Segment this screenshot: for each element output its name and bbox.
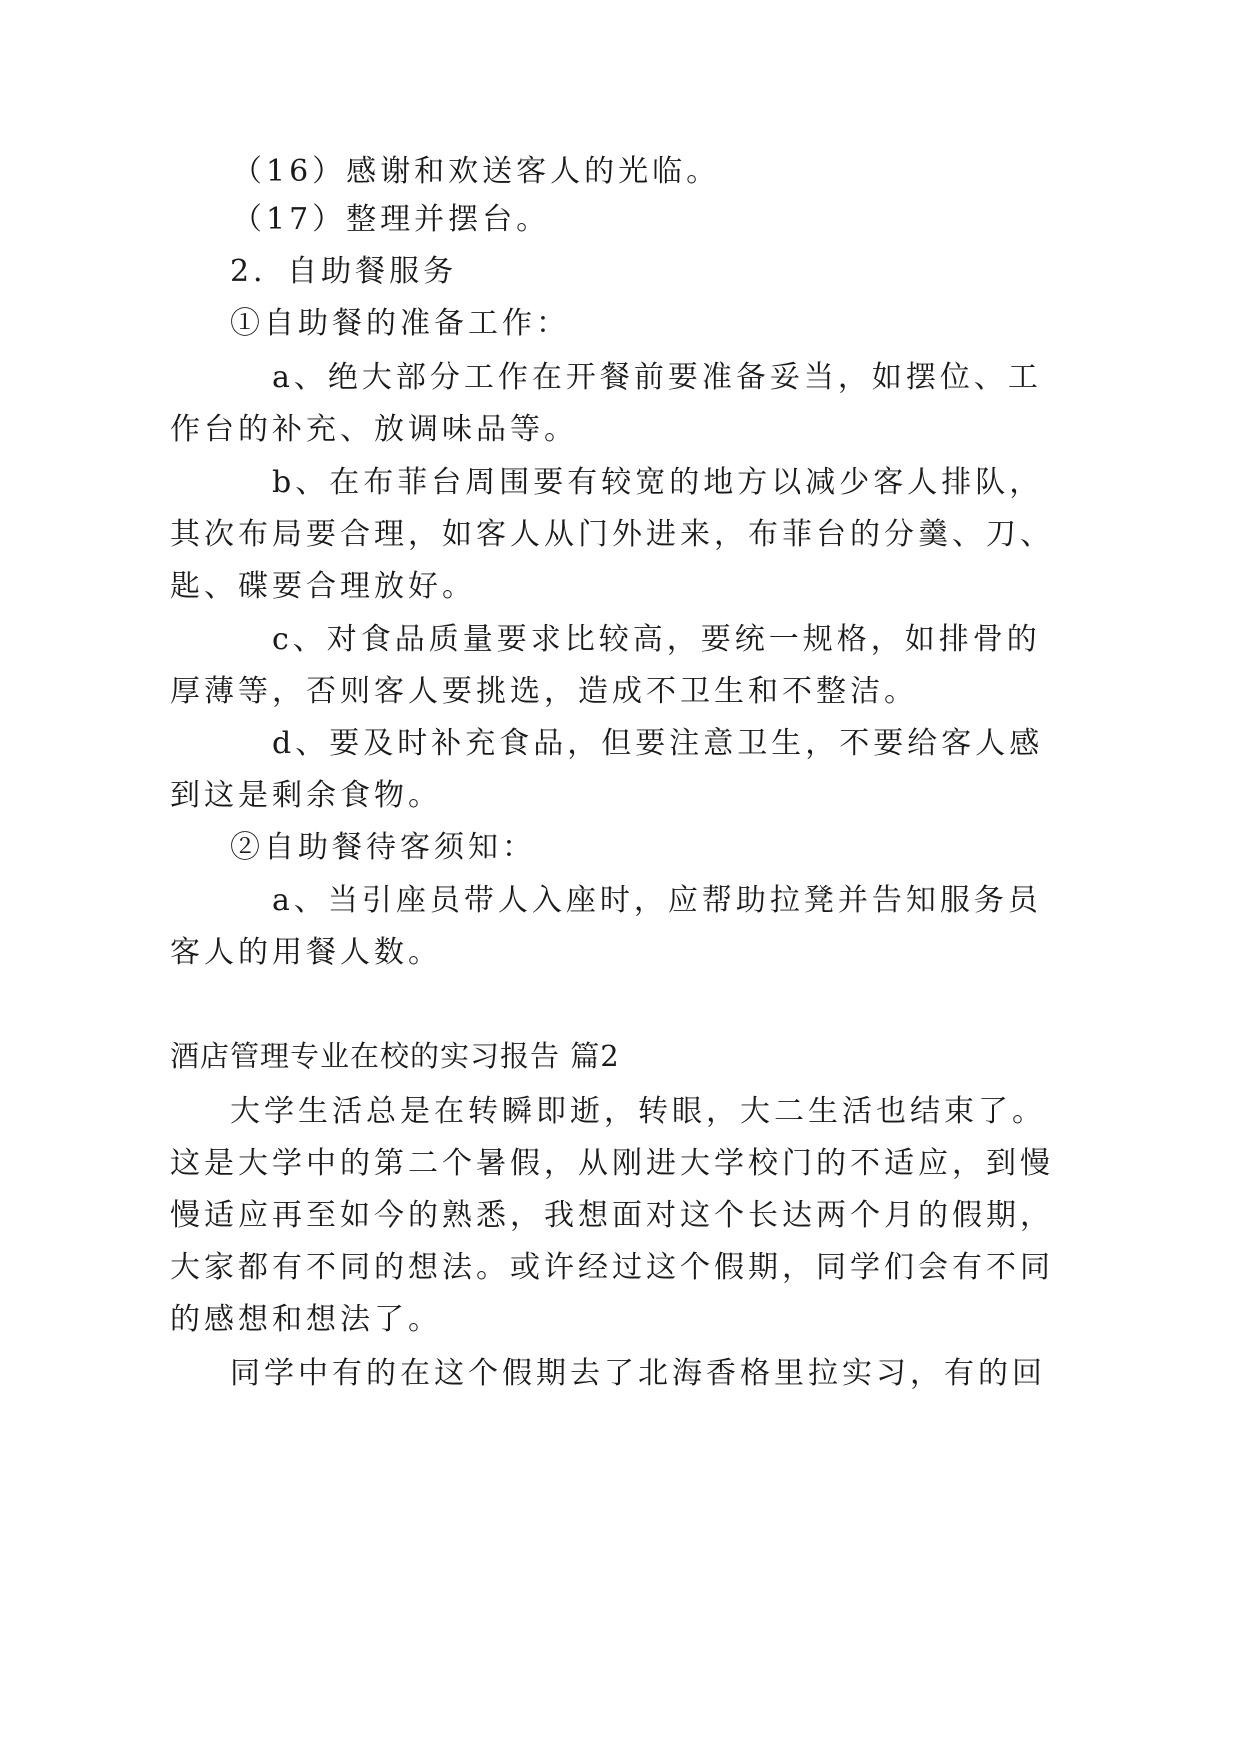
paragraph-line: 作台的补充、放调味品等。 xyxy=(170,412,578,447)
paragraph-line: 大家都有不同的想法。或许经过这个假期，同学们会有不同 xyxy=(170,1250,1054,1285)
paragraph-line: 大学生活总是在转瞬即逝，转眼，大二生活也结束了。 xyxy=(230,1094,1046,1129)
paragraph-line: a、当引座员带人入座时，应帮助拉凳并告知服务员 xyxy=(272,883,1042,918)
paragraph-line: a、绝大部分工作在开餐前要准备妥当，如摆位、工 xyxy=(272,360,1042,395)
paragraph-line: b、在布菲台周围要有较宽的地方以减少客人排队， xyxy=(272,465,1044,500)
section-title: 酒店管理专业在校的实习报告 篇2 xyxy=(170,1039,620,1073)
paragraph-line: 客人的用餐人数。 xyxy=(170,935,442,970)
paragraph-line: 厚薄等，否则客人要挑选，造成不卫生和不整洁。 xyxy=(170,674,918,709)
paragraph-line: 匙、碟要合理放好。 xyxy=(170,569,476,604)
paragraph-line: 同学中有的在这个假期去了北海香格里拉实习，有的回 xyxy=(230,1356,1046,1391)
buffet-prep-heading: ①自助餐的准备工作： xyxy=(230,306,570,341)
paragraph-line: 这是大学中的第二个暑假，从刚进大学校门的不适应，到慢 xyxy=(170,1146,1054,1181)
paragraph-line: 慢适应再至如今的熟悉，我想面对这个长达两个月的假期， xyxy=(170,1198,1054,1233)
subheading-buffet-service: 2．自助餐服务 xyxy=(230,254,458,289)
paragraph-line: 到这是剩余食物。 xyxy=(170,778,442,813)
paragraph-line: d、要及时补充食品，但要注意卫生，不要给客人感 xyxy=(272,726,1044,761)
list-item-17: （17）整理并摆台。 xyxy=(232,202,551,237)
paragraph-line: 其次布局要合理，如客人从门外进来，布菲台的分羹、刀、 xyxy=(170,517,1054,552)
paragraph-line: 的感想和想法了。 xyxy=(170,1302,442,1337)
paragraph-line: c、对食品质量要求比较高，要统一规格，如排骨的 xyxy=(272,622,1041,657)
list-item-16: （16）感谢和欢送客人的光临。 xyxy=(232,154,721,189)
buffet-guest-heading: ②自助餐待客须知： xyxy=(230,830,536,865)
